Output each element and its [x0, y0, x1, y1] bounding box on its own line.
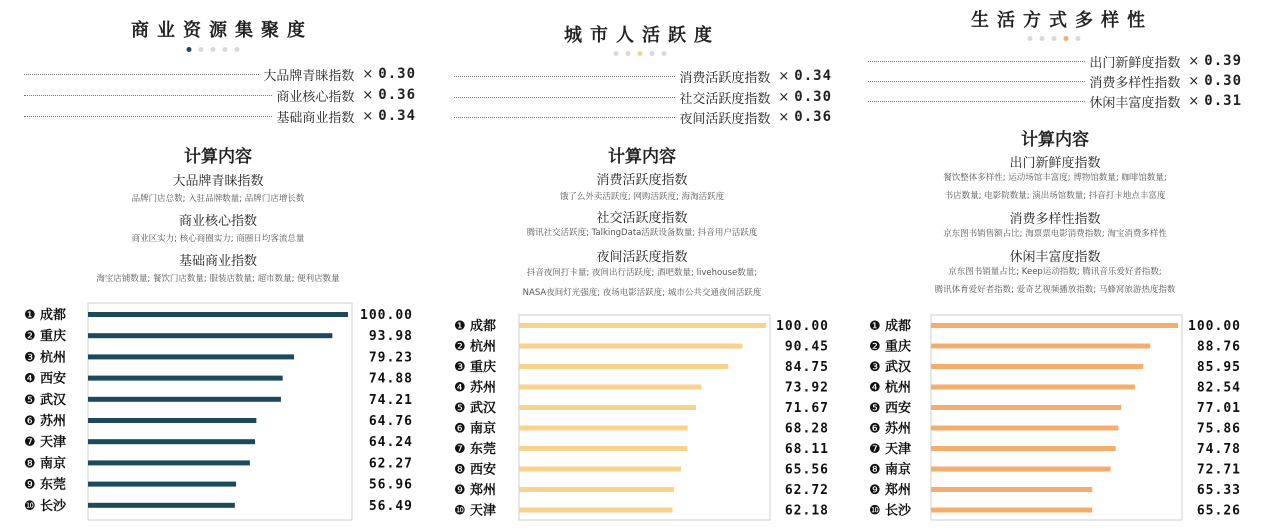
bar: [519, 344, 742, 349]
city-label: 西安: [470, 462, 497, 478]
section-name: 大品牌青睐指数: [172, 174, 264, 189]
rank-badge: ❾: [869, 483, 881, 498]
weight-label: 社交活跃度指数: [679, 91, 771, 107]
value-label: 72.71: [1196, 462, 1241, 478]
section-desc: 腾讯社交活跃度; TalkingData活跃设备数量; 抖音用户活跃度: [526, 228, 758, 238]
section-desc: NASA夜间灯光强度; 夜场电影活跃度; 城市公共交通夜间活跃度: [522, 288, 762, 298]
city-label: 苏州: [40, 414, 67, 429]
multiply-sign: ×: [362, 87, 374, 103]
rank-badge: ❷: [24, 329, 36, 345]
chart-activity: [454, 315, 829, 520]
bar: [88, 354, 294, 359]
multiply-sign: ×: [362, 108, 374, 124]
rank-badge: ❶: [454, 319, 466, 334]
weight-label: 消费活跃度指数: [679, 70, 771, 86]
value-label: 79.23: [368, 350, 413, 366]
chart-lifestyle: [869, 315, 1241, 520]
section-desc: 淘宝店铺数量; 餐饮门店数量; 服装店数量; 超市数量; 便利店数量: [96, 274, 340, 284]
city-label: 苏州: [885, 421, 912, 437]
bar: [931, 323, 1178, 328]
section-desc: 书店数量; 电影院数量; 演出场馆数量; 抖音打卡地点丰富度: [944, 191, 1166, 201]
value-label: 56.49: [368, 498, 413, 514]
bar: [88, 460, 250, 465]
rank-badge: ❼: [24, 435, 36, 451]
value-label: 65.26: [1196, 503, 1241, 519]
value-label: 74.21: [368, 392, 413, 408]
value-label: 77.01: [1196, 401, 1241, 416]
bar: [88, 418, 256, 423]
calc-title: 计算内容: [184, 147, 252, 167]
section-name: 社交活跃度指数: [596, 211, 688, 226]
city-label: 郑州: [885, 483, 912, 498]
city-label: 武汉: [885, 360, 912, 375]
rank-badge: ❹: [869, 380, 881, 396]
rank-badge: ❷: [869, 339, 881, 355]
value-label: 56.96: [368, 477, 413, 493]
bar: [519, 323, 766, 328]
bar: [88, 312, 348, 317]
weight-label: 大品牌青睐指数: [263, 68, 355, 84]
weight-label: 休闲丰富度指数: [1089, 95, 1181, 111]
city-label: 成都: [40, 308, 67, 323]
panel-title: 生活方式多样性: [971, 10, 1153, 31]
calc-title: 计算内容: [1021, 130, 1089, 150]
section-name: 消费活跃度指数: [596, 173, 688, 188]
city-label: 成都: [470, 319, 497, 334]
rank-badge: ❺: [869, 401, 881, 416]
value-label: 68.11: [784, 442, 829, 457]
city-label: 杭州: [40, 350, 67, 366]
section-name: 基础商业指数: [178, 254, 258, 269]
bar: [519, 446, 687, 451]
multiply-sign: ×: [778, 109, 790, 125]
weight-value: 0.31: [1204, 93, 1242, 109]
value-label: 84.75: [784, 360, 829, 375]
rank-badge: ❿: [24, 498, 36, 514]
value-label: 62.27: [368, 456, 413, 472]
value-label: 71.67: [784, 401, 829, 416]
value-label: 65.33: [1196, 483, 1241, 498]
city-label: 杭州: [885, 380, 912, 396]
panel-title: 商业资源集聚度: [131, 20, 313, 41]
rank-badge: ❾: [24, 477, 36, 493]
rank-badge: ❸: [454, 360, 466, 375]
section-desc: 腾讯体育爱好者指数; 爱奇艺视频播放指数; 马蜂窝旅游热度指数: [934, 285, 1176, 295]
rank-badge: ❽: [24, 456, 36, 472]
bar: [519, 487, 674, 492]
section-name: 夜间活跃度指数: [596, 250, 688, 265]
bar: [931, 467, 1111, 472]
bar: [931, 508, 1092, 513]
weight-value: 0.34: [378, 108, 416, 124]
panel-title: 城市人活跃度: [564, 25, 720, 46]
value-label: 68.28: [784, 421, 829, 437]
chart-commercial: [24, 303, 413, 520]
multiply-sign: ×: [362, 66, 374, 82]
value-label: 100.00: [776, 319, 829, 334]
multiply-sign: ×: [778, 89, 790, 105]
city-label: 长沙: [885, 503, 912, 519]
city-label: 长沙: [40, 498, 67, 514]
city-label: 武汉: [470, 401, 497, 416]
bar: [88, 397, 281, 402]
weight-label: 商业核心指数: [276, 89, 355, 105]
city-label: 南京: [470, 421, 497, 437]
value-label: 64.24: [368, 435, 413, 451]
bar: [88, 482, 236, 487]
rank-badge: ❶: [869, 319, 881, 334]
section-name: 出门新鲜度指数: [1009, 156, 1101, 171]
value-label: 82.54: [1196, 380, 1241, 396]
rank-badge: ❸: [869, 360, 881, 375]
rank-badge: ❽: [869, 462, 881, 478]
value-label: 93.98: [368, 329, 413, 345]
bar: [519, 364, 728, 369]
rank-badge: ❺: [454, 401, 466, 416]
value-label: 85.95: [1196, 360, 1241, 375]
value-label: 74.88: [368, 371, 413, 387]
section-name: 商业核心指数: [178, 214, 258, 229]
city-label: 重庆: [40, 329, 67, 345]
city-label: 成都: [885, 319, 912, 334]
multiply-sign: ×: [1188, 93, 1200, 109]
value-label: 90.45: [784, 339, 829, 355]
rank-badge: ❻: [869, 421, 881, 437]
value-label: 74.78: [1196, 442, 1241, 457]
section-desc: 商业区实力; 核心商圈实力; 商圈日均客流总量: [131, 234, 305, 244]
city-label: 苏州: [470, 380, 497, 396]
weight-value: 0.36: [378, 87, 416, 103]
value-label: 62.72: [784, 483, 829, 498]
section-desc: 京东图书销售额占比; 淘票票电影消费指数; 淘宝消费多样性: [943, 229, 1167, 239]
rank-badge: ❷: [454, 339, 466, 355]
rank-badge: ❻: [454, 421, 466, 437]
weight-value: 0.39: [1204, 53, 1242, 69]
value-label: 65.56: [784, 462, 829, 478]
rank-badge: ❸: [24, 350, 36, 366]
weight-label: 夜间活跃度指数: [679, 111, 771, 127]
section-name: 休闲丰富度指数: [1009, 250, 1101, 265]
city-label: 南京: [885, 462, 912, 478]
city-label: 东莞: [40, 477, 67, 493]
weight-value: 0.34: [794, 68, 832, 84]
city-label: 天津: [40, 435, 67, 451]
multiply-sign: ×: [778, 68, 790, 84]
weight-label: 出门新鲜度指数: [1089, 55, 1181, 71]
section-desc: 品牌门店总数; 入驻品牌数量; 品牌门店增长数: [131, 194, 305, 204]
rank-badge: ❿: [454, 503, 466, 519]
rank-badge: ❻: [24, 414, 36, 429]
city-label: 西安: [885, 401, 912, 416]
bar: [931, 446, 1116, 451]
bar: [931, 405, 1121, 410]
rank-badge: ❿: [869, 503, 881, 519]
bar: [519, 385, 702, 390]
value-label: 100.00: [360, 308, 413, 323]
bar: [88, 333, 332, 338]
city-label: 武汉: [40, 392, 67, 408]
weight-label: 消费多样性指数: [1089, 75, 1181, 91]
city-label: 西安: [40, 371, 67, 387]
section-name: 消费多样性指数: [1009, 212, 1101, 227]
value-label: 73.92: [784, 380, 829, 396]
bar: [931, 344, 1150, 349]
bar: [88, 439, 255, 444]
section-desc: 餐饮整体多样性; 运动场馆丰富度; 博物馆数量; 咖啡馆数量;: [943, 173, 1167, 183]
bar: [931, 426, 1118, 431]
city-label: 重庆: [470, 360, 497, 375]
city-label: 东莞: [470, 442, 497, 457]
bar: [931, 385, 1135, 390]
city-label: 南京: [40, 456, 67, 472]
rank-badge: ❹: [454, 380, 466, 396]
bar: [519, 426, 688, 431]
value-label: 100.00: [1188, 319, 1241, 334]
city-label: 郑州: [470, 483, 497, 498]
bar: [88, 376, 283, 381]
value-label: 75.86: [1196, 421, 1241, 437]
multiply-sign: ×: [1188, 73, 1200, 89]
multiply-sign: ×: [1188, 53, 1200, 69]
section-desc: 抖音夜间打卡量; 夜间出行活跃度; 酒吧数量; livehouse数量;: [526, 268, 758, 278]
rank-badge: ❹: [24, 371, 36, 387]
bar: [88, 503, 235, 508]
section-desc: 饿了么外卖活跃度; 网购活跃度; 海淘活跃度: [559, 192, 725, 202]
bar: [519, 508, 673, 513]
city-label: 杭州: [470, 339, 497, 355]
rank-badge: ❼: [454, 442, 466, 457]
value-label: 88.76: [1196, 339, 1241, 355]
bar: [519, 467, 681, 472]
bar: [931, 364, 1143, 369]
section-desc: 京东图书销量占比; Keep运动指数; 腾讯音乐爱好者指数;: [948, 267, 1162, 277]
rank-badge: ❶: [24, 308, 36, 323]
city-label: 天津: [885, 442, 912, 457]
rank-badge: ❾: [454, 483, 466, 498]
calc-title: 计算内容: [608, 147, 676, 167]
bar: [519, 405, 696, 410]
weight-label: 基础商业指数: [276, 110, 355, 126]
weight-value: 0.30: [794, 89, 832, 105]
weight-value: 0.30: [378, 66, 416, 82]
rank-badge: ❼: [869, 442, 881, 457]
weight-value: 0.30: [1204, 73, 1242, 89]
rank-badge: ❺: [24, 392, 36, 408]
city-label: 重庆: [885, 339, 912, 355]
rank-badge: ❽: [454, 462, 466, 478]
value-label: 62.18: [784, 503, 829, 519]
bar: [931, 487, 1092, 492]
value-label: 64.76: [368, 414, 413, 429]
city-label: 天津: [470, 503, 497, 519]
weight-value: 0.36: [794, 109, 832, 125]
